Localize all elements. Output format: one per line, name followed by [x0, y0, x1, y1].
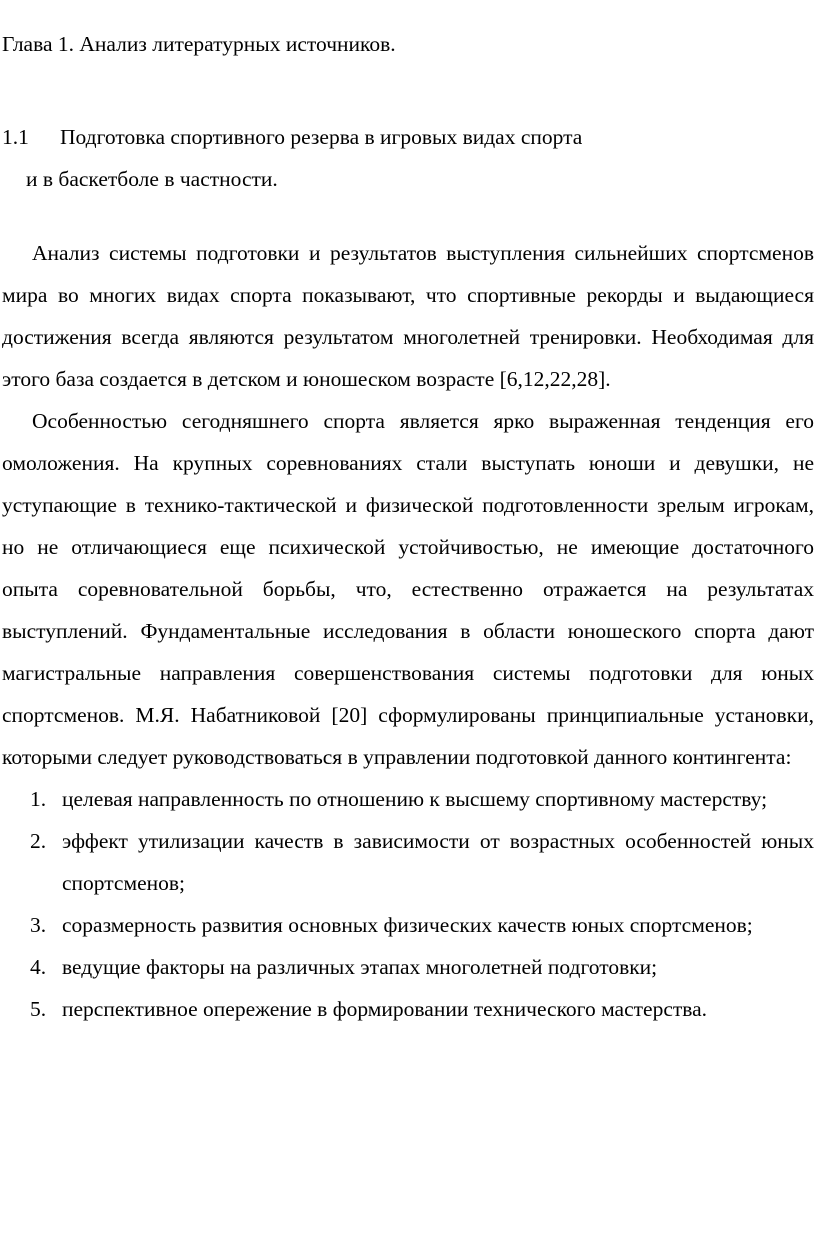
list-marker: 5. [30, 997, 47, 1021]
list-item-text: целевая направленность по отношению к высшему спортивному мастерству; [62, 787, 768, 811]
list-marker: 3. [30, 913, 47, 937]
list-item-text: эффект утилизации качеств в зависимости от возрастных особенностей юных спортсменов; [62, 829, 814, 895]
list-item-text: ведущие факторы на различных этапах многолетней подготовки; [62, 955, 658, 979]
principles-list [2, 778, 814, 1030]
paragraph-1: Анализ системы подготовки и результатов выступления сильнейших спортсменов мира во многих видах спорта показывают, что спортивные рекорды и выдающиеся достижения всегда являются результатом многолетней тренировки. Необходимая для этого база создается в детском и юношеском возрасте [6,12,22,28]. [2, 241, 814, 391]
section-heading [2, 116, 582, 200]
section-title-line-2: и в баскетболе в частности. [26, 167, 278, 191]
chapter-title: Глава 1. Анализ литературных источников. [2, 32, 396, 56]
list-item [2, 778, 814, 820]
list-item-text: соразмерность развития основных физических качеств юных спортсменов; [62, 913, 753, 937]
list-marker: 4. [30, 955, 47, 979]
list-item [2, 988, 814, 1030]
list-marker: 1. [30, 787, 47, 811]
section-title-line-1: Подготовка спортивного резерва в игровых видах спорта [60, 125, 583, 149]
list-item [2, 904, 814, 946]
paragraph-3-text: Фундаментальные исследования в области юношеского спорта дают магистральные направления совершенствования системы подготовки для юных спортсменов. М.Я. Набатниковой [20] сформулированы принципиальные установки, которыми следует руководствоваться в управлении подготовкой данного контингента: [2, 619, 815, 769]
paragraph-2-text: Особенностью сегодняшнего спорта является ярко выраженная тенденция его омоложения. На крупных соревнованиях стали выступать юноши и девушки, не уступающие в технико-тактической и физической подготовленности зрелым игрокам, но не отличающиеся еще психической устойчивостью, не имеющие достаточного опыта соревновательной борьбы, что, естественно отражается на результатах выступлений. [2, 409, 814, 643]
body-text [2, 232, 814, 1030]
list-item [2, 946, 814, 988]
list-item [2, 820, 814, 904]
section-number: 1.1 [2, 125, 29, 149]
paragraph-2 [2, 400, 814, 778]
list-item-text: перспективное опережение в формировании технического мастерства. [62, 997, 708, 1021]
list-marker: 2. [30, 829, 47, 853]
